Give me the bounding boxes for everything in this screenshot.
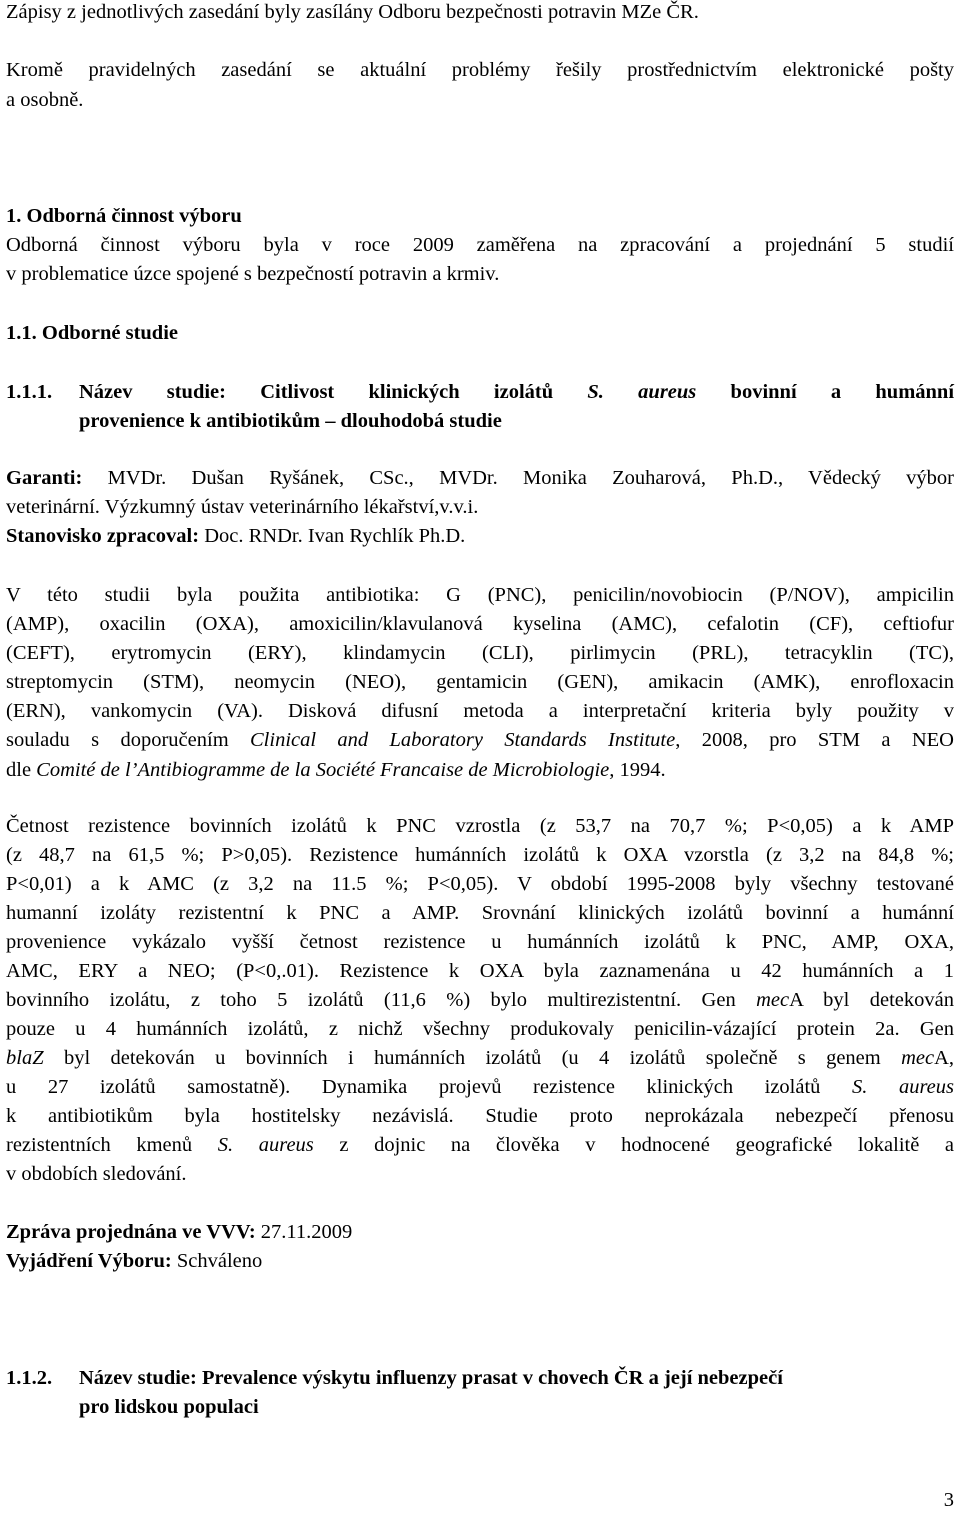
section-paragraph-line-2: v problematice úzce spojené s bezpečností potravin a krmiv. [6,263,500,285]
subsection-heading: 1.1. Odborné studie [6,322,178,344]
p2-line-9-gene: blaZ [6,1047,44,1069]
p2-line-11: k antibiotikům byla hostitelsky nezávislá. Studie proto neprokázala nebezpečí přenosu [6,1105,954,1127]
p2-line-5: provenience vykázalo vyšší četnost rezistence u humánních izolátů k PNC, AMP, OXA, [6,931,954,953]
p2-line-12-b: z dojnic na člověka v hodnocené geografické lokalitě a [339,1134,955,1156]
p1-line-7-b: 1994. [619,759,666,781]
p1-line-3: (CEFT), erytromycin (ERY), klindamycin (CLI), pirlimycin (PRL), tetracyklin (TC), [6,642,954,664]
study-1-number: 1.1.1. [6,381,53,403]
study-2-title-line-1: Název studie: Prevalence výskytu influenzy prasat v chovech ČR a její nebezpečí [79,1367,783,1389]
p1-line-6-institute: Clinical and Laboratory Standards Institute [250,729,676,751]
p2-line-2: (z 48,7 na 61,5 %; P>0,05). Rezistence humánních izolátů k OXA vzorstla (z 3,2 na 84,8 %; [6,844,954,866]
stanovisko-value: Doc. RNDr. Ivan Rychlík Ph.D. [204,525,466,547]
garanti-value: MVDr. Dušan Ryšánek, CSc., MVDr. Monika Zouharová, Ph.D., Vědecký výbor [107,467,955,489]
intro-line-2: Kromě pravidelných zasedání se aktuální problémy řešily prostřednictvím elektronické pošty [6,59,954,81]
vyjadreni-value: Schváleno [176,1250,263,1272]
study-2-number: 1.1.2. [6,1367,53,1389]
study-1-title-text: Název studie: Citlivost klinických izolátů [79,381,554,403]
study-2-title-line-2: pro lidskou populaci [79,1396,259,1418]
zprava-label: Zpráva projednána ve VVV: [6,1221,256,1243]
section-paragraph-line-1: Odborná činnost výboru byla v roce 2009 zaměřena na zpracování a projednání 5 studií [6,234,954,256]
section-heading: 1. Odborná činnost výboru [6,205,242,227]
p1-line-6-b: , 2008, pro STM a NEO [675,729,954,751]
p2-line-6: AMC, ERY a NEO; (P<0,.01). Rezistence k OXA byla zaznamenána u 42 humánních a 1 [6,960,954,982]
garanti-line-2: veterinární. Výzkumný ústav veterinárního lékařství,v.v.i. [6,496,479,518]
p2-line-1: Četnost rezistence bovinních izolátů k PNC vzrostla (z 53,7 na 70,7 %; P<0,05) a k AMP [6,815,954,837]
p2-line-12-a: rezistentních kmenů [6,1134,193,1156]
p2-line-9-gene-2: mec [901,1047,935,1069]
garanti-label: Garanti: [6,467,83,489]
p2-line-10 [6,1073,954,1102]
p2-line-7-gene: mec [756,989,790,1011]
stanovisko-label: Stanovisko zpracoval: [6,525,200,547]
p1-line-2: (AMP), oxacilin (OXA), amoxicilin/klavulanová kyselina (AMC), cefalotin (CF), ceftiofur [6,613,954,635]
p1-line-6 [6,726,954,755]
p2-line-9-a: byl detekován u bovinních i humánních izolátů (u 4 izolátů společně s genem [63,1047,881,1069]
stanovisko-line [6,522,465,551]
p2-line-7 [6,986,954,1015]
p2-line-7-a: bovinního izolátu, z toho 5 izolátů (11,6 %) bylo multirezistentní. Gen [6,989,736,1011]
p2-line-4: humanní izoláty rezistentní k PNC a AMP. Srovnání klinických izolátů bovinní a humánní [6,902,954,924]
p1-line-1: V této studii byla použita antibiotika: G (PNC), penicilin/novobiocin (P/NOV), ampicilin [6,584,954,606]
p1-line-6-a: souladu s doporučením [6,729,229,751]
p2-line-3: P<0,01) a k AMC (z 3,2 na 11.5 %; P<0,05). V období 1995-2008 byly všechny testované [6,873,954,895]
intro-line-3: a osobně. [6,89,84,111]
p2-line-10-a: u 27 izolátů samostatně). Dynamika projevů rezistence klinických izolátů [6,1076,821,1098]
zprava-line [6,1218,352,1247]
study-1-title-line-2: provenience k antibiotikům – dlouhodobá studie [79,410,502,432]
p2-line-8: pouze u 4 humánních izolátů, z nichž všechny produkovaly penicilin-vázající protein 2a. Gen [6,1018,954,1040]
vyjadreni-label: Vyjádření Výboru: [6,1250,172,1272]
p2-line-12 [6,1131,954,1160]
zprava-date: 27.11.2009 [260,1221,353,1243]
p2-line-7-b: A byl detekován [789,989,954,1011]
p2-line-13: v obdobích sledování. [6,1163,187,1185]
p2-line-12-organism: S. aureus [217,1134,314,1156]
p2-line-9-b: A, [934,1047,955,1069]
study-1-title-line-1 [79,378,954,407]
p1-line-5: (ERN), vankomycin (VA). Disková difusní metoda a interpretační kriteria byly použity v [6,700,954,722]
garanti-line-1 [6,464,954,493]
study-1-title-text-end: bovinní a humánní [730,381,955,403]
vyjadreni-line [6,1247,262,1276]
p1-line-7 [6,756,666,785]
p1-line-4: streptomycin (STM), neomycin (NEO), gentamicin (GEN), amikacin (AMK), enrofloxacin [6,671,954,693]
p2-line-10-organism: S. aureus [852,1076,955,1098]
study-1-title-organism: S. aureus [587,381,697,403]
page-number: 3 [943,1489,954,1511]
p1-line-7-committee: Comité de l’Antibiogramme de la Société Francaise de Microbiologie, [36,759,615,781]
intro-line-1: Zápisy z jednotlivých zasedání byly zasílány Odboru bezpečnosti potravin MZe ČR. [6,1,699,23]
p1-line-7-a: dle [6,759,32,781]
p2-line-9 [6,1044,954,1073]
